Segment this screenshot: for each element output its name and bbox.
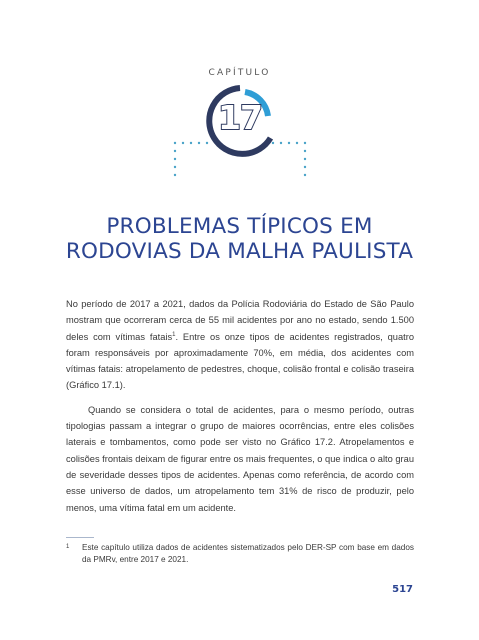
chapter-label: CAPÍTULO (208, 68, 271, 78)
chapter-number: 17 (218, 98, 262, 137)
footnote-number: 1 (66, 544, 70, 550)
body-text (66, 296, 414, 524)
footnote-divider (66, 537, 94, 538)
footnote-text: Este capítulo utiliza dados de acidentes sistematizados pelo DER-SP com base em dados da PMRv, entre 2017 e 2021. (82, 543, 414, 564)
chapter-title-line-2: RODOVIAS DA MALHA PAULISTA (65, 239, 414, 264)
footnote (66, 542, 414, 566)
paragraph-2: Quando se considera o total de acidentes, para o mesmo período, outras tipologias passam a integrar o grupo de maiores ocorrências, entre eles colisões laterais e tombamentos, como pode ser visto no Gráfico 17.2. Atropelamentos e colisões frontais deixam de figurar entre os mais frequentes, o que indica o alto grau de severidade desses tipos de acidentes. Apenas como referência, de acordo com esse universo de dados, um atropelamento tem 31% de risco de produzir, pelo menos, uma vítima fatal em um acidente. (66, 404, 414, 513)
footnote-reference[interactable]: 1 (172, 331, 176, 338)
chapter-title-line-1: PROBLEMAS TÍPICOS EM (106, 214, 373, 239)
chapter-title (0, 214, 479, 264)
paragraph-1-part-1: No período de 2017 a 2021, dados da Polícia Rodoviária do Estado de São Paulo mostram que ocorreram cerca de 55 mil acidentes por ano no estado, sendo 1.500 deles com vítimas fatais (66, 299, 414, 342)
paragraph-1 (66, 296, 414, 394)
paragraph-1-part-2: . Entre os onze tipos de acidentes registrados, quatro foram responsáveis por aproximadamente 70%, em média, dos acidentes com vítimas fatais: atropelamento de pedestres, choque, colisão frontal e colisão traseira (Gráfico 17.1). (66, 331, 414, 391)
page-number: 517 (392, 584, 413, 595)
